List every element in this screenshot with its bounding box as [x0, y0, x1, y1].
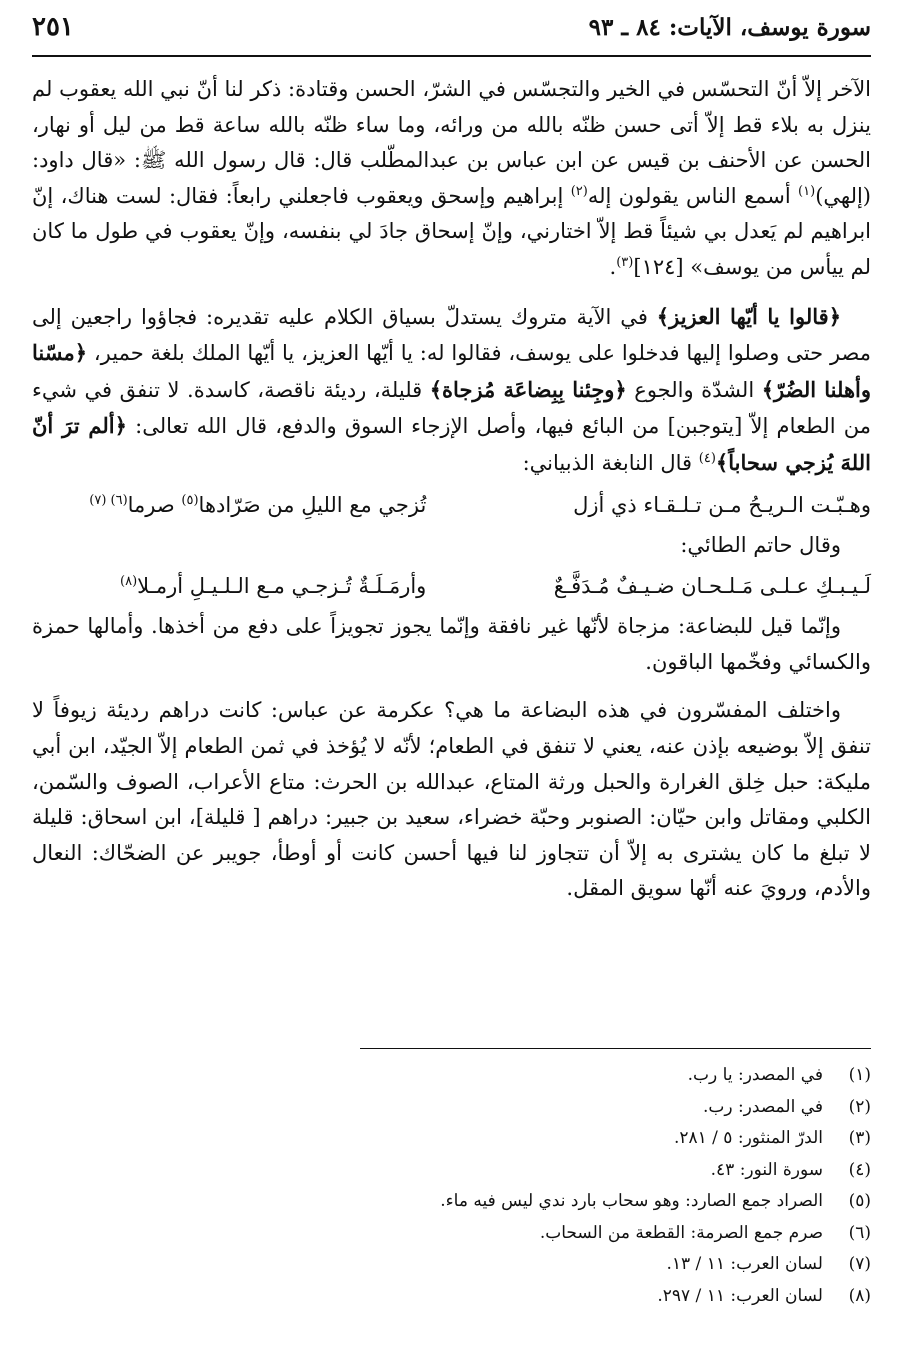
footnote-text: صرم جمع الصرمة: القطعة من السحاب. [539, 1222, 823, 1243]
text-run: قال النابغة الذبياني: [522, 450, 699, 475]
text-run: صرما [127, 492, 182, 517]
text-run: تُزجي مع الليلِ من صَرّادها [198, 492, 427, 517]
footnote-ref: (٤) [698, 450, 716, 466]
header-rule [32, 55, 871, 57]
footnote-item [32, 1092, 871, 1124]
footnote-text: لسان العرب: ١١ / ١٣. [666, 1254, 823, 1274]
text-run: في الآية متروك يستدلّ بسياق الكلام عليه تقديره: فجاؤوا راجعين إلى مصر حتى وصلوا إليها فدخلوا على يوسف، فقالوا له: يا أيّها العزيز، يا أيّها الملك بلغة حمير، [32, 304, 871, 366]
text-run: الآخر إلاّ أنّ التحسّس في الخير والتجسّس في الشرّ، الحسن وقتادة: ذكر لنا أنّ نبي الله يعقوب لم ينزل به بلاء قط إلاّ أتى حسن ظنّه بالله من ورائه، وما ساء ظنّه بالله ساعة قط من ليل أو نهار، الحسن عن الأحنف بن قيس عن ابن عباس بن عبدالمطّلب قال: قال رسول الله ﷺ: «قال داود: (إلهي) [32, 77, 871, 208]
footnote-item [32, 1060, 871, 1092]
footnote-ref: (٦) (٧) [89, 492, 128, 508]
footnote-item [32, 1218, 871, 1250]
footnote-text: الدرّ المنثور: ٥ / ٢٨١. [673, 1128, 823, 1148]
verse-hemistich-2 [32, 567, 426, 605]
footnote-number: (١) [848, 1065, 871, 1085]
quran-quote: ﴿قالوا يا أيّها العزيز﴾ [656, 303, 841, 329]
poem-verse-2 [32, 567, 871, 605]
text-run: إبراهيم وإسحق ويعقوب فاجعلني رابعاً: فقال: لست هناك، إنّ ابراهيم لم يَعدل بي شيئاً قط إلاّ اختارني، وإنّ إسحاق جادَ لي بنفسه، وإنّ يعقوب في طول ما كان لم ييأس من يوسف» [١٢٤] [32, 183, 871, 279]
text-run: قليلة، رديئة ناقصة، كاسدة. لا تنفق في شيء من الطعام إلاّ [يتوجبن] من البائع فيها، وأصل الإزجاء السوق والدفع، قال الله تعالى: [32, 377, 871, 439]
footnote-ref: (٨) [120, 574, 138, 590]
footnote-separator [360, 1048, 871, 1049]
footnote-number: (٤) [848, 1159, 871, 1180]
quran-quote: ﴿مسّنا وأهلنا الضُرّ﴾ [32, 340, 872, 402]
text-run: الشدّة والجوع [626, 377, 762, 402]
footnote-number: (٨) [848, 1285, 871, 1306]
footnotes [32, 1060, 871, 1312]
verse-hemistich-1: لَـيـبـكِ عـلـى مَـلـحـان ضـيـفٌ مُـدَفَّـعٌ [553, 574, 871, 599]
quran-quote: ﴿ألم ترَ أنّ اللهَ يُزجي سحاباً﴾ [32, 413, 871, 475]
footnote-number: (٢) [848, 1096, 871, 1117]
running-title: سورة يوسف، الآيات: ٨٤ ـ ٩٣ [588, 14, 871, 41]
footnote-ref: (٢) [570, 183, 588, 199]
footnote-text: سورة النور: ٤٣. [710, 1159, 823, 1180]
footnote-number: (٣) [848, 1128, 871, 1148]
footnote-number: (٧) [848, 1254, 871, 1274]
paragraph-2 [32, 299, 871, 482]
poem-verse-1 [32, 486, 871, 524]
text-run: وأرمَـلَـةٌ تُـزجـي مـع الـلـيـلِ أرمـلا [137, 574, 427, 599]
paragraph-1 [32, 72, 871, 286]
verse-hemistich-2 [32, 486, 426, 524]
footnote-number: (٦) [848, 1222, 871, 1243]
footnote-ref: (٣) [616, 254, 634, 270]
verse-hemistich-1: وهـبّـت الـريـحُ مـن تـلـقـاء ذي أزل [573, 492, 871, 517]
footnote-item [32, 1281, 871, 1313]
text-run: . [609, 254, 617, 279]
footnote-text: لسان العرب: ١١ / ٢٩٧. [657, 1285, 823, 1306]
paragraph-4: واختلف المفسّرون في هذه البضاعة ما هي؟ عكرمة عن عباس: كانت دراهم رديئة زيوفاً لا تنفق إلاّ بوضيعه بإذن عنه، يعني لا تنفق في الطعام؛ لأنّه لا يُؤخذ في ثمن الطعام إلاّ الجيّد، ابن أبي مليكة: حبل خِلق الغرارة والحبل ورثة المتاع، عبدالله بن الحرث: متاع الأعراب، الصوف والسّمن، الكلبي ومقاتل وابن حيّان: الصنوبر وحبّة خضراء، سعيد بن جبير: دراهم [ قليلة]، ابن اسحاق: قليلة لا تبلغ ما كان يشترى به إلاّ أن تتجاوز لنا فيها أحسن كانت أو أوطأ، جويبر عن الضحّاك: النعال والأدم، ورويَ عنه أنّها سويق المقل. [32, 698, 871, 901]
footnote-ref: (١) [798, 183, 816, 199]
page-number: ٢٥١ [32, 12, 74, 42]
footnote-text: في المصدر: رب. [702, 1096, 823, 1117]
footnote-item [32, 1123, 871, 1155]
main-text [32, 72, 871, 907]
footnote-item [32, 1155, 871, 1187]
footnote-text: في المصدر: يا رب. [687, 1065, 823, 1085]
footnote-ref: (٥) [181, 492, 199, 508]
text-run: أسمع الناس يقولون إله [587, 183, 799, 208]
paragraph-3: وإنّما قيل للبضاعة: مزجاة لأنّها غير نافقة وإنّما يجوز تجويزاً على دفع من أخذها. وأمالها حمزة والكسائي وفخّمها الباقون. [32, 614, 871, 674]
page-header [32, 10, 871, 50]
footnote-number: (٥) [848, 1191, 871, 1211]
quran-quote: ﴿وجِئنا بِبِضاعَة مُزجاة﴾ [429, 376, 627, 402]
footnote-text: الصراد جمع الصارد: وهو سحاب بارد ندي ليس فيه ماء. [440, 1191, 823, 1211]
footnote-item [32, 1186, 871, 1218]
footnote-item [32, 1249, 871, 1281]
poem-intro: وقال حاتم الطائي: [680, 532, 841, 557]
